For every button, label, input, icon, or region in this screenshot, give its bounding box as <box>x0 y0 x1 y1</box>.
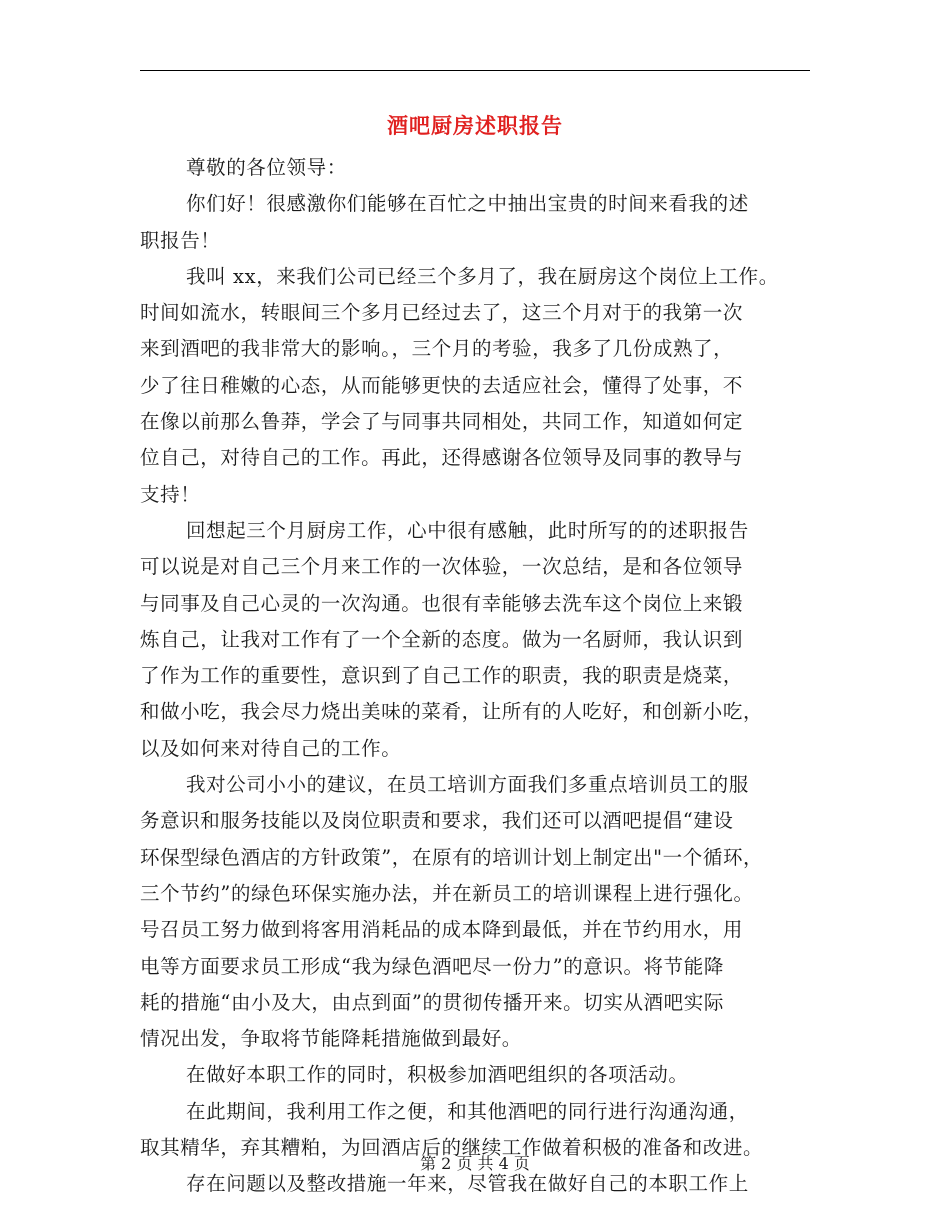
text-line: 炼自己，让我对工作有了一个全新的态度。做为一名厨师，我认识到 <box>140 627 744 651</box>
text-line: 在此期间，我利用工作之便，和其他酒吧的同行进行沟通沟通， <box>186 1099 749 1123</box>
header-rule <box>140 70 810 71</box>
text-line: 以及如何来对待自己的工作。 <box>140 736 402 760</box>
document-body <box>140 150 810 1203</box>
text-line: 可以说是对自己三个月来工作的一次体验，一次总结，是和各位领导 <box>140 555 744 579</box>
text-line: 尊敬的各位领导： <box>186 156 347 179</box>
text-line: 号召员工努力做到将客用消耗品的成本降到最低，并在节约用水，用 <box>140 918 744 942</box>
text-line: 在像以前那么鲁莽，学会了与同事共同相处，共同工作，知道如何定 <box>140 410 744 434</box>
text-line: 务意识和服务技能以及岗位职责和要求，我们还可以酒吧提倡“建设 <box>140 809 734 833</box>
text-line: 来到酒吧的我非常大的影响。，三个月的考验，我多了几份成熟了， <box>140 337 734 361</box>
text-line: 少了往日稚嫩的心态，从而能够更快的去适应社会，懂得了处事，不 <box>140 373 744 397</box>
text-line: 情况出发，争取将节能降耗措施做到最好。 <box>140 1027 522 1051</box>
text-line: 环保型绿色酒店的方针政策”，在原有的培训计划上制定出"一个循环， <box>140 845 764 869</box>
text-line: 耗的措施“由小及大，由点到面”的贯彻传播开来。切实从酒吧实际 <box>140 990 724 1014</box>
page-number: 第 2 页 共 4 页 <box>420 1154 530 1173</box>
text-line: 我叫 xx，来我们公司已经三个多月了，我在厨房这个岗位上工作。 <box>186 264 779 288</box>
text-line: 存在问题以及整改措施一年来，尽管我在做好自己的本职工作上 <box>186 1172 749 1196</box>
text-line: 了作为工作的重要性，意识到了自己工作的职责，我的职责是烧菜， <box>140 664 744 688</box>
text-line: 你们好！很感激你们能够在百忙之中抽出宝贵的时间来看我的述 <box>186 192 749 216</box>
text-line: 在做好本职工作的同时，积极参加酒吧组织的各项活动。 <box>186 1063 689 1087</box>
text-line: 支持！ <box>140 482 201 506</box>
text-line: 位自己，对待自己的工作。再此，还得感谢各位领导及同事的教导与 <box>140 446 744 470</box>
text-line: 与同事及自己心灵的一次沟通。也很有幸能够去洗车这个岗位上来锻 <box>140 591 744 615</box>
document-title: 酒吧厨房述职报告 <box>387 113 563 138</box>
text-line: 职报告！ <box>140 228 221 252</box>
text-line: 和做小吃，我会尽力烧出美味的菜肴，让所有的人吃好，和创新小吃， <box>140 700 764 724</box>
text-line: 我对公司小小的建议，在员工培训方面我们多重点培训员工的服 <box>186 773 749 797</box>
text-line: 取其精华，弃其糟粕，为回酒店后的继续工作做着积极的准备和改进。 <box>140 1136 764 1160</box>
text-line: 时间如流水，转眼间三个多月已经过去了，这三个月对于的我第一次 <box>140 301 744 325</box>
text-line: 回想起三个月厨房工作，心中很有感触，此时所写的的述职报告 <box>186 518 749 542</box>
text-line: 电等方面要求员工形成“我为绿色酒吧尽一份力”的意识。将节能降 <box>140 954 724 978</box>
text-line: 三个节约”的绿色环保实施办法，并在新员工的培训课程上进行强化。 <box>140 881 754 905</box>
